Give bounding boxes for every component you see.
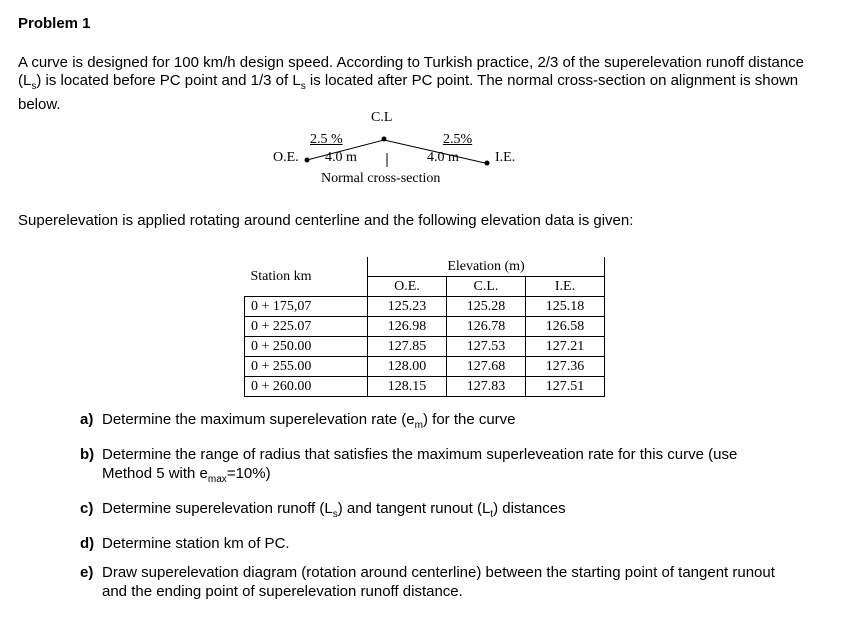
question-label: c) [80,500,94,517]
subscript: s [31,81,37,92]
ie-cell: 127.51 [526,377,605,397]
subscript: s [332,509,338,520]
outer-edge-point-icon [305,158,310,163]
cl-header: C.L. [447,277,526,297]
station-cell: 0 + 250.00 [245,337,368,357]
question-list [80,410,780,611]
station-cell: 0 + 255.00 [245,357,368,377]
ie-cell: 127.36 [526,357,605,377]
problem-title: Problem 1 [18,15,91,32]
table-row [245,337,605,357]
question-text: Determine superelevation runoff $(L_s)$ and tangent runout $(L_t)$ distances [102,500,566,520]
question-c [80,499,780,524]
question-text: Determine the maximum superelevation rate $(e_m)$ for the curve [102,411,516,431]
question-text: Determine the range of radius that satisfies the maximum superleveation rate for this curve (use Method 5 with $e_{max}=10\%$) [102,446,738,485]
inner-edge-point-icon [485,161,490,166]
cl-cell: 127.53 [447,337,526,357]
question-label: d) [80,535,95,552]
problem-intro [18,54,818,114]
oe-header: O.E. [368,277,447,297]
left-width-label: 4.0 m [325,150,357,165]
subscript: max [207,474,227,485]
intro-paragraph: A curve is designed for 100 km/h design speed. According to Turkish practice, 2/3 of the superelevation runoff distance $(L_s)$ is located before PC point and 1/3 of $L_s$ is located after PC point. The normal cross-section on alignment is shown below. [18,54,805,113]
cl-cell: 127.83 [447,377,526,397]
station-cell: 0 + 260.00 [245,377,368,397]
question-b [80,445,780,489]
diagram-caption: Normal cross-section [321,171,441,186]
elevation-header: Elevation (m) [368,257,605,277]
question-label: a) [80,411,94,428]
subscript: t [490,509,494,520]
question-label: b) [80,446,95,463]
station-header: Station km [245,257,368,297]
oe-cell: 128.00 [368,357,447,377]
subscript: m [414,420,423,431]
ie-cell: 125.18 [526,297,605,317]
cl-cell: 127.68 [447,357,526,377]
centerline-point-icon [382,137,387,142]
subscript: s [300,81,306,92]
table-row [245,377,605,397]
elevation-table-body [245,257,605,397]
table-header-row [245,257,605,277]
oe-label: O.E. [273,150,299,165]
cl-cell: 125.28 [447,297,526,317]
oe-cell: 128.15 [368,377,447,397]
right-slope-label: 2.5% [443,132,473,147]
right-width-label: 4.0 m [427,150,459,165]
question-text: Draw superelevation diagram (rotation around centerline) between the starting point of tangent runout and the ending point of superelevation runoff distance. [102,564,775,600]
table-row [245,297,605,317]
ie-label: I.E. [495,150,516,165]
oe-cell: 127.85 [368,337,447,357]
question-a [80,410,780,435]
table-row [245,357,605,377]
oe-cell: 125.23 [368,297,447,317]
cl-label: C.L [371,110,393,125]
station-cell: 0 + 175,07 [245,297,368,317]
cl-cell: 126.78 [447,317,526,337]
left-slope-label: 2.5 % [310,132,343,147]
ie-cell: 126.58 [526,317,605,337]
question-d [80,534,780,553]
ie-cell: 127.21 [526,337,605,357]
question-label: e) [80,564,94,581]
station-cell: 0 + 225.07 [245,317,368,337]
ie-header: I.E. [526,277,605,297]
elevation-table [244,257,605,397]
oe-cell: 126.98 [368,317,447,337]
question-text: Determine station km of PC. [102,535,290,552]
question-e [80,563,780,601]
given-data-sentence: Superelevation is applied rotating around centerline and the following elevation data is given: [18,212,634,229]
table-row [245,317,605,337]
cross-section-diagram [265,110,525,195]
